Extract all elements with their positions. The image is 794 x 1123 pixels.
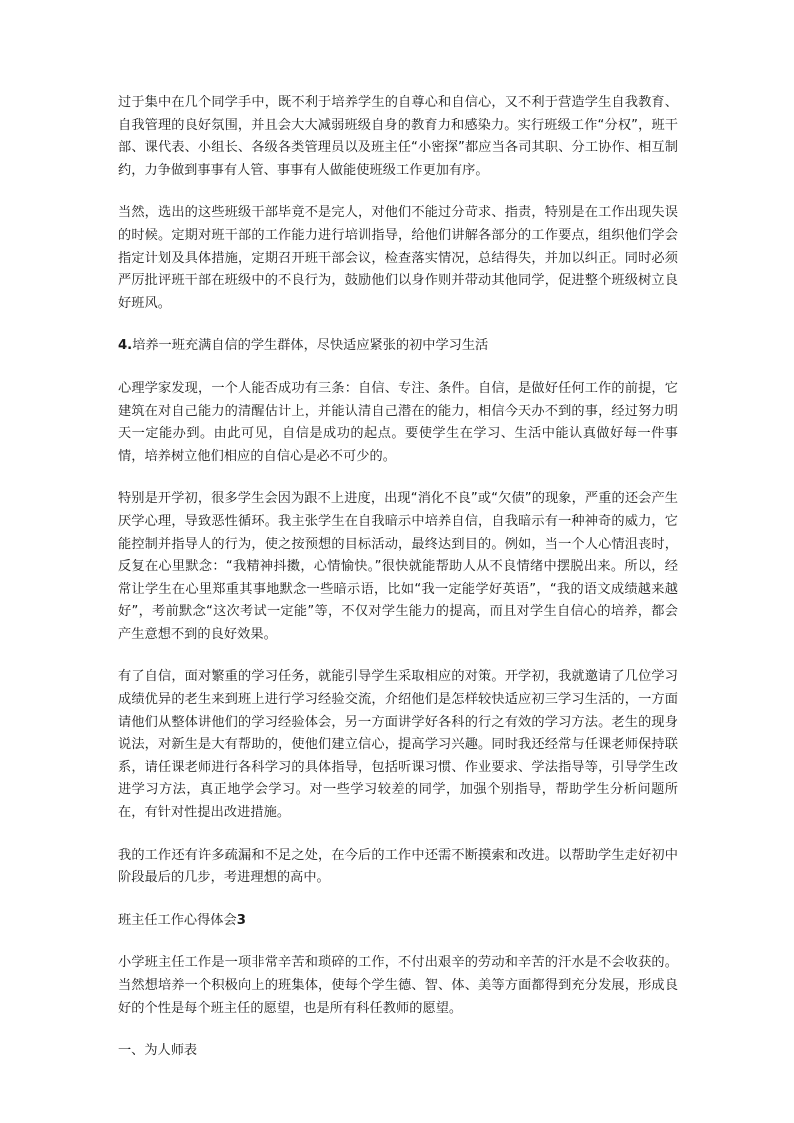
paragraph-3: 心理学家发现，一个人能否成功有三条：自信、专注、条件。自信，是做好任何工作的前提，它建筑在对自己能力的清醒估计上，并能认清自己潜在的能力，相信今天办不到的事，经过努力明天一定能办到。由此可见，自信是成功的起点。要使学生在学习、生活中能认真做好每一件事情，培养树立他们相应的自信心是必不可少的。 bbox=[118, 380, 678, 464]
section-heading-number: 4. bbox=[118, 338, 133, 354]
document-page bbox=[118, 92, 678, 1063]
paragraph-2: 当然，选出的这些班级干部毕竟不是完人，对他们不能过分苛求、指责，特别是在工作出现失误的时候。定期对班干部的工作能力进行培训指导，给他们讲解各部分的工作要点，组织他们学会指定计划及具体措施，定期召开班干部会议，检查落实情况，总结得失，并加以纠正。同时必须严厉批评班干部在班级中的不良行为，鼓励他们以身作则并带动其他同学，促进整个班级树立良好班风。 bbox=[118, 205, 678, 311]
paragraph-1: 过于集中在几个同学手中，既不利于培养学生的自尊心和自信心，又不利于营造学生自我教育、自我管理的良好氛围，并且会大大减弱班级自身的教育力和感染力。实行班级工作“分权”，班干部、课代表、小组长、各级各类管理员以及班主任“小密探”都应当各司其职、分工协作、相互制约，力争做到事事有人管、事事有人做能使班级工作更加有序。 bbox=[118, 95, 678, 178]
paragraph-5: 有了自信，面对繁重的学习任务，就能引导学生采取相应的对策。开学初，我就邀请了几位学习成绩优异的老生来到班上进行学习经验交流，介绍他们是怎样较快适应初三学习生活的，一方面请他们从整体讲他们的学习经验体会，另一方面讲学好各科的行之有效的学习方法。老生的现身说法，对新生是大有帮助的，使他们建立信心，提高学习兴趣。同时我还经常与任课老师保持联系，请任课老师进行各科学习的具体指导，包括听课习惯、作业要求、学法指导等，引导学生改进学习方法，真正地学会学习。对一些学习较差的同学，加强个别指导，帮助学生分析问题所在，有针对性提出改进措施。 bbox=[118, 669, 678, 821]
section-heading-4 bbox=[118, 335, 678, 358]
article-title bbox=[118, 910, 678, 933]
subsection-heading: 一、为人师表 bbox=[118, 1043, 198, 1059]
article-title-text: 班主任工作心得体会 bbox=[118, 912, 237, 928]
paragraph-4: 特别是开学初，很多学生会因为跟不上进度，出现“消化不良”或“欠债”的现象，严重的还会产生厌学心理，导致恶性循环。我主张学生在自我暗示中培养自信，自我暗示有一种神奇的威力，它能控制并指导人的行为，使之按预想的目标活动，最终达到目的。例如，当一个人心情沮丧时，反复在心里默念：“我精神抖擞，心情愉快。”很快就能帮助人从不良情绪中摆脱出来。所以，经常让学生在心里郑重其事地默念一些暗示语，比如“我一定能学好英语”，“我的语文成绩越来越好”，考前默念“这次考试一定能”等，不仅对学生能力的提高，而且对学生自信心的培养，都会产生意想不到的良好效果。 bbox=[118, 491, 678, 642]
section-heading-text: 培养一班充满自信的学生群体，尽快适应紧张的初中学习生活 bbox=[132, 338, 489, 354]
paragraph-7: 小学班主任工作是一项非常辛苦和琐碎的工作，不付出艰辛的劳动和辛苦的汗水是不会收获的。当然想培养一个积极向上的班集体，使每个学生德、智、体、美等方面都得到充分发展，形成良好的个性是每个班主任的愿望，也是所有科任教师的愿望。 bbox=[118, 955, 678, 1016]
article-title-number: 3 bbox=[236, 912, 246, 928]
paragraph-6: 我的工作还有许多疏漏和不足之处，在今后的工作中还需不断摸索和改进。以帮助学生走好初中阶段最后的几步，考进理想的高中。 bbox=[118, 847, 678, 886]
